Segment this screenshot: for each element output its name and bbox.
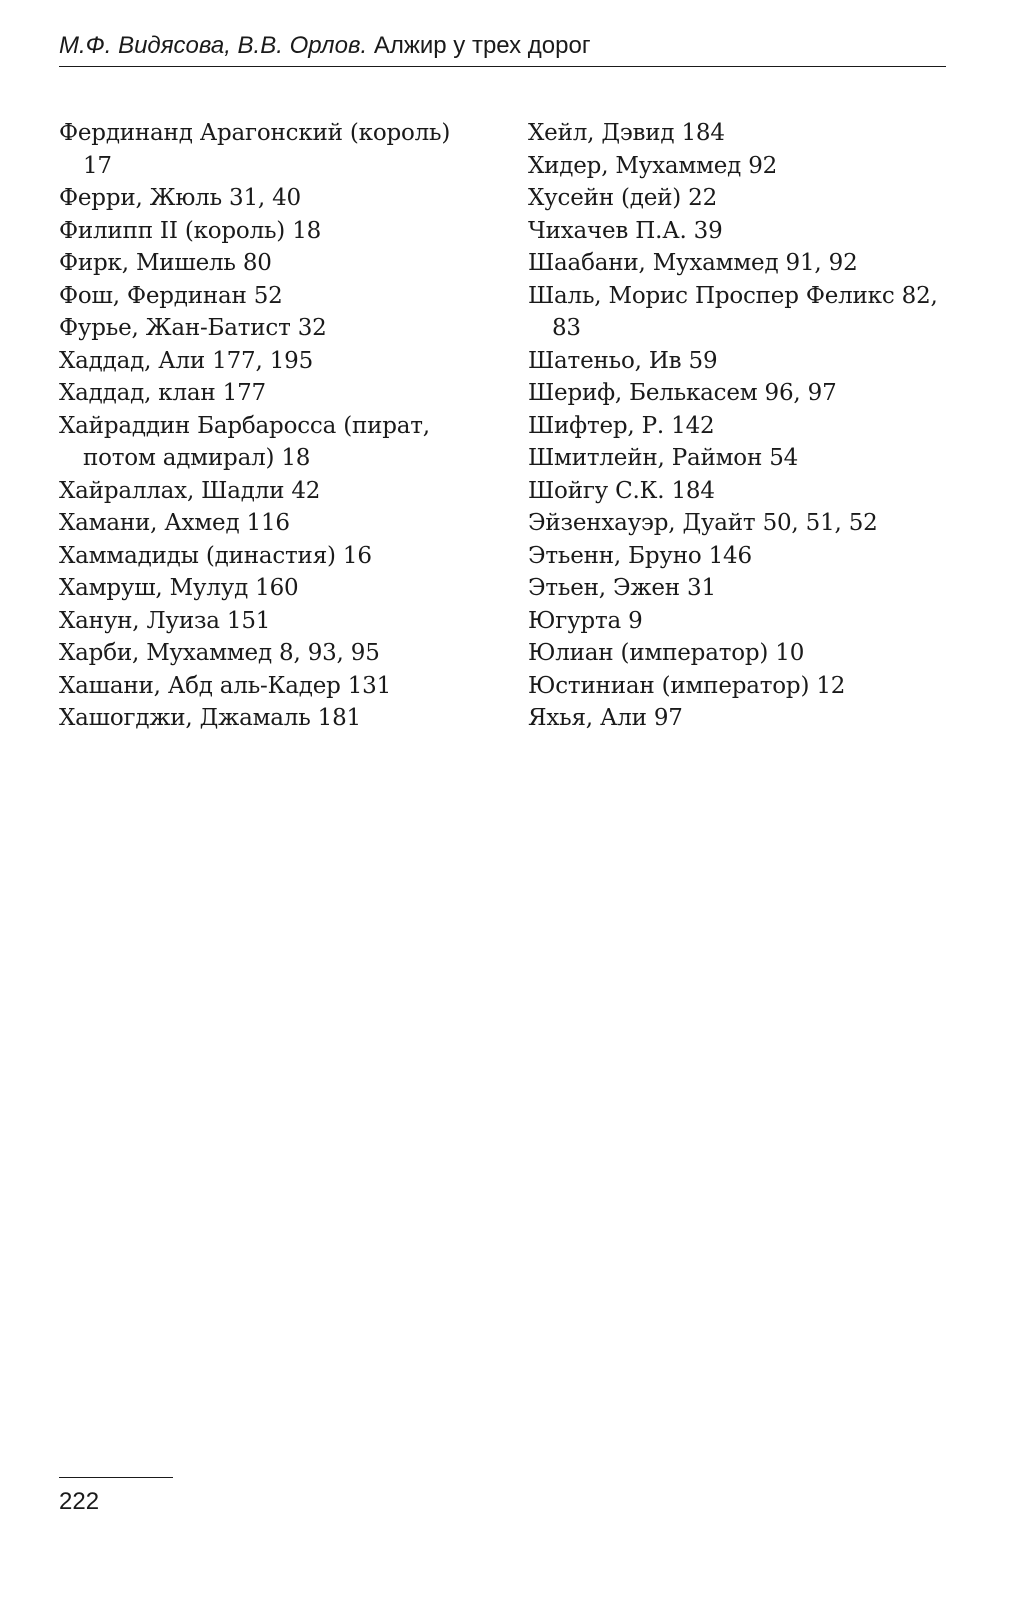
index-entry: Хейл, Дэвид 184	[528, 120, 725, 146]
index-entry: Хусейн (дей) 22	[528, 185, 717, 211]
index-entry: Хамани, Ахмед 116	[59, 510, 290, 536]
index-entry: Шойгу С.К. 184	[528, 477, 715, 504]
index-entry: Фурье, Жан-Батист 32	[59, 315, 327, 341]
running-head	[59, 30, 591, 62]
footer-rule	[59, 1477, 173, 1478]
index-entry: Этьенн, Бруно 146	[528, 542, 752, 569]
index-entry: Хайраддин Барбаросса (пират, потом адмирал) 18	[59, 412, 430, 471]
index-entry: Этьен, Эжен 31	[528, 575, 716, 601]
index-entry: Шатеньо, Ив 59	[528, 347, 718, 374]
header-rule	[59, 66, 946, 67]
index-entry: Хаммадиды (династия) 16	[59, 542, 372, 569]
index-entry: Ферри, Жюль 31, 40	[59, 185, 301, 211]
index-entry: Хайраллах, Шадли 42	[59, 477, 321, 504]
index-entry: Яхья, Али 97	[528, 705, 683, 731]
index-entry: Фердинанд Арагонский (король) 17	[59, 120, 451, 179]
index-entry: Хидер, Мухаммед 92	[528, 152, 778, 179]
index-entry: Харби, Мухаммед 8, 93, 95	[59, 640, 380, 666]
index-entry: Хамруш, Мулуд 160	[59, 575, 299, 601]
index-entry: Ханун, Луиза 151	[59, 607, 271, 634]
index-column-right	[528, 117, 948, 735]
index-entry: Шериф, Белькасем 96, 97	[528, 380, 837, 406]
index-entry: Эйзенхауэр, Дуайт 50, 51, 52	[528, 510, 878, 536]
index-entry: Югурта 9	[528, 607, 643, 634]
index-entry: Филипп II (король) 18	[59, 217, 322, 244]
index-entry: Хаддад, Али 177, 195	[59, 347, 313, 374]
running-head-title: Алжир у трех дорог	[373, 32, 591, 59]
page-number: 222	[59, 1488, 100, 1515]
index-entry: Юлиан (император) 10	[528, 640, 805, 666]
index-entry: Шаль, Морис Проспер Феликс 82, 83	[528, 282, 938, 341]
index-column-left	[59, 117, 479, 735]
index-entry: Шаабани, Мухаммед 91, 92	[528, 250, 858, 276]
index-entry: Чихачев П.А. 39	[528, 217, 723, 244]
index-entry: Шифтер, Р. 142	[528, 412, 715, 439]
index-entry: Юстиниан (император) 12	[528, 672, 846, 699]
index-entry: Фош, Фердинан 52	[59, 282, 283, 309]
index-entry: Фирк, Мишель 80	[59, 250, 272, 276]
index-entry: Шмитлейн, Раймон 54	[528, 445, 799, 471]
index-entry: Хашани, Абд аль-Кадер 131	[59, 672, 392, 699]
index-entry: Хашогджи, Джамаль 181	[59, 705, 361, 731]
index-entry: Хаддад, клан 177	[59, 380, 266, 406]
running-head-authors: М.Ф. Видясова, В.В. Орлов.	[59, 32, 368, 59]
